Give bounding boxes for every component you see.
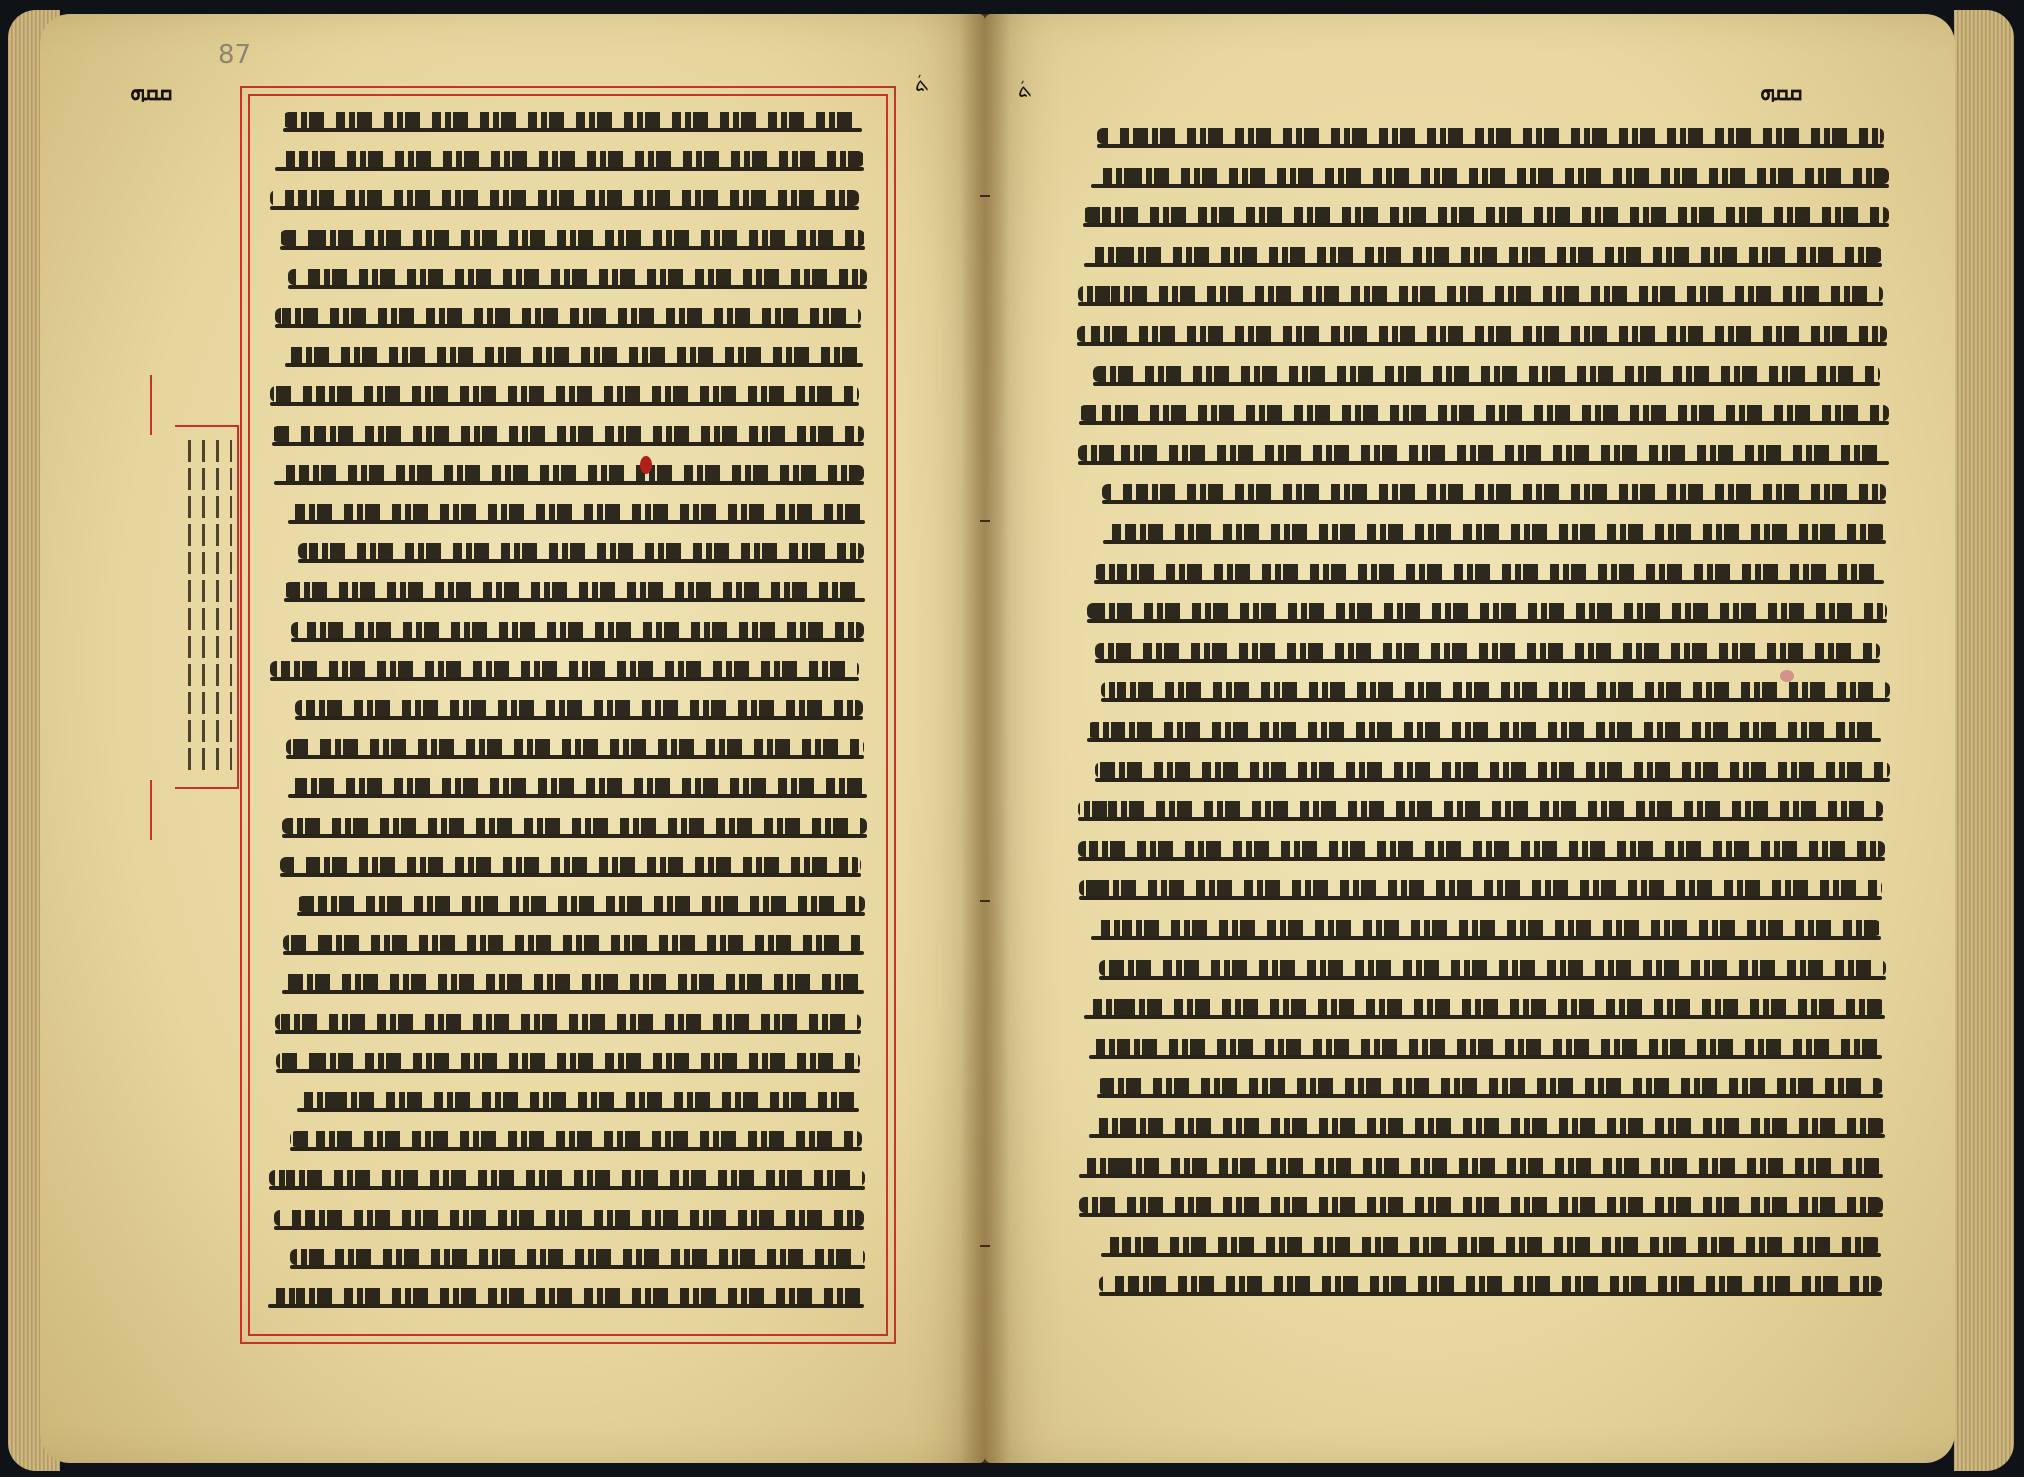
script-ink [284, 582, 864, 598]
script-baseline [1078, 302, 1883, 306]
text-line [295, 700, 864, 716]
script-ink [1079, 880, 1883, 896]
text-line [270, 386, 859, 402]
script-baseline [1084, 1015, 1884, 1019]
script-ink [268, 1288, 864, 1304]
text-line [1079, 880, 1883, 896]
binding-stitch [980, 900, 990, 902]
margin-flourish [150, 375, 152, 435]
text-line [280, 857, 861, 873]
script-baseline [1093, 382, 1880, 386]
script-baseline [1078, 817, 1883, 821]
script-ink [1077, 326, 1887, 342]
script-ink [290, 1249, 865, 1265]
script-ink [1094, 564, 1885, 580]
script-baseline [286, 755, 864, 759]
script-ink [1093, 366, 1880, 382]
script-ink [288, 504, 865, 520]
script-ink [1091, 168, 1889, 184]
right-quire-mark: ܬܿ [1018, 78, 1033, 103]
script-baseline [1091, 936, 1880, 940]
script-ink [274, 1210, 864, 1226]
script-ink [1089, 1118, 1885, 1134]
text-line [297, 1092, 859, 1108]
script-ink [1087, 603, 1887, 619]
text-line [1097, 1078, 1883, 1094]
text-line [291, 622, 864, 638]
script-ink [269, 1170, 865, 1186]
text-line [274, 465, 864, 481]
right-folio-number: ܩܩܗ [1760, 78, 1803, 106]
script-baseline [1091, 184, 1889, 188]
text-line [272, 426, 864, 442]
text-line [1089, 1039, 1881, 1055]
text-line [1103, 524, 1886, 540]
text-line [1087, 722, 1881, 738]
script-baseline [1079, 1174, 1883, 1178]
script-baseline [280, 873, 861, 877]
script-ink [297, 896, 865, 912]
script-baseline [298, 559, 864, 563]
script-baseline [1087, 738, 1881, 742]
text-line [1078, 445, 1889, 461]
text-line [276, 1053, 860, 1069]
text-line [1079, 405, 1889, 421]
script-baseline [290, 1147, 861, 1151]
script-baseline [1077, 342, 1887, 346]
script-baseline [1084, 263, 1882, 267]
script-ink [291, 622, 864, 638]
script-baseline [275, 167, 863, 171]
script-ink [285, 347, 863, 363]
text-line [1077, 326, 1887, 342]
text-line [285, 347, 863, 363]
text-line [1095, 643, 1880, 659]
text-line [283, 112, 863, 128]
script-baseline [269, 1186, 865, 1190]
text-line [1099, 960, 1886, 976]
script-ink [282, 818, 868, 834]
text-line [1084, 999, 1884, 1015]
script-baseline [288, 794, 867, 798]
script-ink [1084, 999, 1884, 1015]
text-line [1101, 682, 1890, 698]
script-ink [270, 190, 859, 206]
script-baseline [1094, 580, 1885, 584]
script-baseline [1089, 1055, 1881, 1059]
text-line [275, 151, 863, 167]
binding-stitch [980, 1245, 990, 1247]
text-line [1084, 247, 1882, 263]
script-ink [1099, 1276, 1882, 1292]
script-ink [282, 974, 864, 990]
script-baseline [282, 834, 868, 838]
script-baseline [1079, 1213, 1883, 1217]
binding-stitch [980, 520, 990, 522]
script-ink [1078, 445, 1889, 461]
text-line [1101, 1237, 1880, 1253]
margin-flourish [150, 780, 152, 840]
red-rubric-mark [640, 456, 652, 474]
text-line [1087, 603, 1887, 619]
script-ink [298, 543, 864, 559]
text-line [275, 1014, 860, 1030]
script-baseline [1099, 976, 1886, 980]
script-baseline [270, 402, 859, 406]
script-ink [295, 700, 864, 716]
text-line [1099, 1276, 1882, 1292]
text-line [1097, 128, 1884, 144]
script-baseline [1095, 659, 1880, 663]
script-ink [274, 465, 864, 481]
text-line [1079, 1158, 1883, 1174]
text-line [1102, 484, 1886, 500]
text-line [290, 1131, 861, 1147]
script-baseline [1097, 144, 1884, 148]
script-ink [1087, 722, 1881, 738]
script-baseline [288, 520, 865, 524]
text-line [286, 739, 864, 755]
text-line [280, 230, 865, 246]
script-ink [1079, 405, 1889, 421]
script-baseline [290, 1265, 865, 1269]
script-ink [1095, 643, 1880, 659]
text-line [270, 661, 858, 677]
script-ink [1083, 207, 1890, 223]
text-line [1091, 168, 1889, 184]
text-line [1094, 564, 1885, 580]
script-ink [1078, 801, 1883, 817]
text-line [275, 308, 861, 324]
script-baseline [275, 324, 861, 328]
script-baseline [268, 1304, 864, 1308]
text-line [298, 543, 864, 559]
script-baseline [270, 206, 859, 210]
text-line [282, 818, 868, 834]
text-line [288, 269, 868, 285]
text-line [270, 190, 859, 206]
script-ink [283, 935, 864, 951]
binding-stitch [980, 195, 990, 197]
script-ink [1095, 762, 1890, 778]
script-ink [1078, 286, 1883, 302]
script-ink [286, 739, 864, 755]
script-ink [275, 1014, 860, 1030]
text-line [288, 504, 865, 520]
script-ink [1097, 1078, 1883, 1094]
script-ink [288, 269, 868, 285]
script-ink [283, 112, 863, 128]
script-baseline [297, 912, 865, 916]
text-line [290, 1249, 865, 1265]
script-baseline [1095, 778, 1890, 782]
text-line [1083, 207, 1890, 223]
text-line [282, 974, 864, 990]
script-ink [280, 857, 861, 873]
script-ink [1079, 1158, 1883, 1174]
script-ink [1091, 920, 1880, 936]
marginal-note-script [182, 440, 232, 770]
script-baseline [1101, 698, 1890, 702]
script-baseline [1101, 1253, 1880, 1257]
script-ink [1089, 1039, 1881, 1055]
text-line [1089, 1118, 1885, 1134]
script-baseline [1102, 500, 1886, 504]
script-baseline [285, 363, 863, 367]
text-line [1078, 801, 1883, 817]
script-baseline [1079, 896, 1883, 900]
script-baseline [272, 442, 864, 446]
text-line [284, 582, 864, 598]
script-baseline [291, 638, 864, 642]
script-ink [1084, 247, 1882, 263]
script-baseline [280, 246, 865, 250]
script-baseline [1079, 421, 1889, 425]
script-baseline [275, 1030, 860, 1034]
script-ink [1101, 682, 1890, 698]
script-baseline [1083, 223, 1890, 227]
script-ink [297, 1092, 859, 1108]
script-ink [1079, 1197, 1883, 1213]
script-baseline [1078, 461, 1889, 465]
script-ink [272, 426, 864, 442]
script-baseline [1099, 1292, 1882, 1296]
script-baseline [270, 677, 858, 681]
script-ink [1078, 841, 1885, 857]
text-line [1091, 920, 1880, 936]
text-line [268, 1288, 864, 1304]
script-baseline [1089, 1134, 1885, 1138]
script-baseline [1087, 619, 1887, 623]
script-ink [288, 778, 867, 794]
script-baseline [288, 285, 868, 289]
script-baseline [282, 990, 864, 994]
text-line [1093, 366, 1880, 382]
script-ink [290, 1131, 861, 1147]
script-baseline [276, 1069, 860, 1073]
text-line [1079, 1197, 1883, 1213]
script-baseline [1097, 1094, 1883, 1098]
script-ink [270, 661, 858, 677]
left-quire-mark: ܬܿ [915, 72, 930, 97]
text-line [269, 1170, 865, 1186]
script-ink [275, 151, 863, 167]
script-ink [1097, 128, 1884, 144]
script-ink [275, 308, 861, 324]
script-baseline [1078, 857, 1885, 861]
pencil-page-number: 87 [218, 40, 252, 70]
script-baseline [274, 481, 864, 485]
text-line [274, 1210, 864, 1226]
text-line [1078, 286, 1883, 302]
text-line [297, 896, 865, 912]
script-ink [1103, 524, 1886, 540]
left-folio-number: ܩܩܗ [130, 78, 173, 106]
script-baseline [283, 951, 864, 955]
pink-stain [1780, 670, 1794, 682]
script-ink [276, 1053, 860, 1069]
script-baseline [274, 1226, 864, 1230]
script-baseline [297, 1108, 859, 1112]
script-baseline [284, 598, 864, 602]
script-baseline [283, 128, 863, 132]
text-line [283, 935, 864, 951]
right-page-edges [1954, 10, 2014, 1471]
script-baseline [295, 716, 864, 720]
script-ink [280, 230, 865, 246]
script-baseline [1103, 540, 1886, 544]
text-line [1095, 762, 1890, 778]
text-line [288, 778, 867, 794]
script-ink [1101, 1237, 1880, 1253]
script-ink [1102, 484, 1886, 500]
text-line [1078, 841, 1885, 857]
script-ink [270, 386, 859, 402]
script-ink [1099, 960, 1886, 976]
